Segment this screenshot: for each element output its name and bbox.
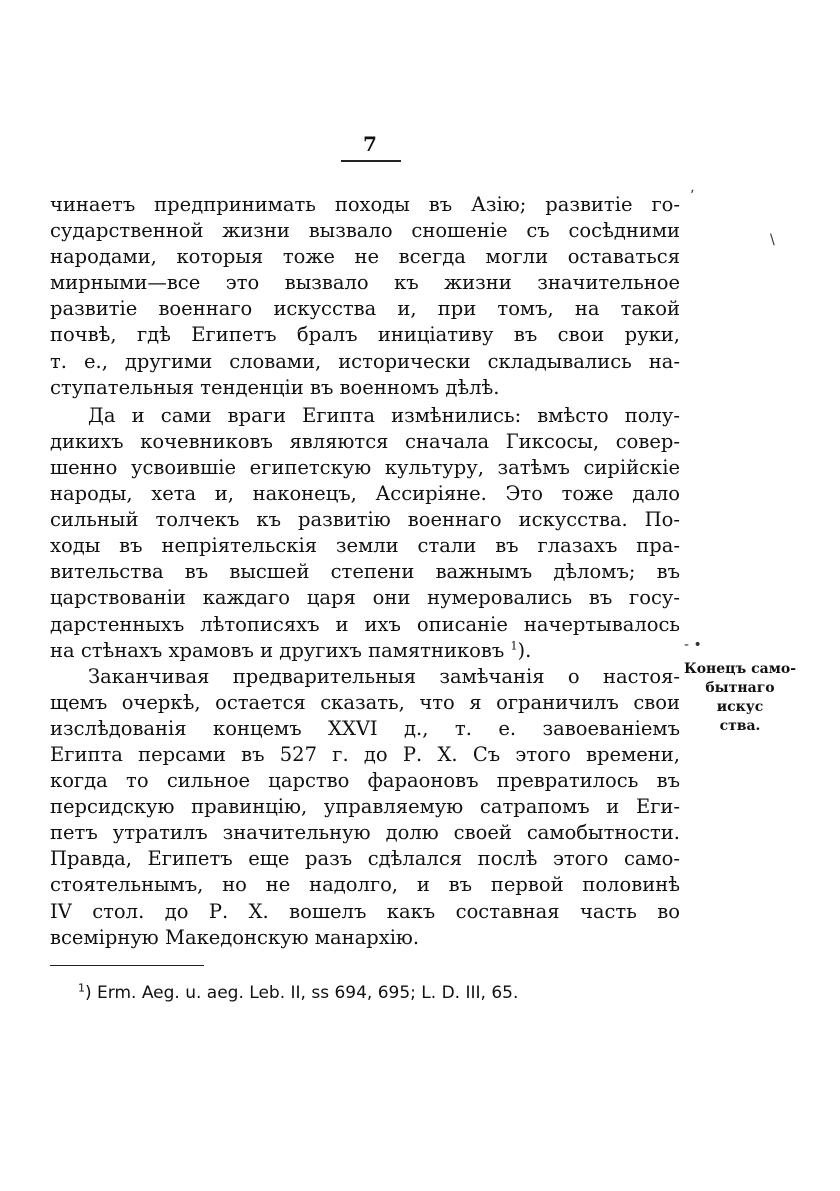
text-line: почвѣ, гдѣ Египетъ бралъ иниціативу въ свои руки,	[50, 323, 680, 347]
text-line: шенно усвоившіе египетскую культуру, затѣмъ сирійскіе	[50, 455, 680, 479]
text-line: петъ утратилъ значительную долю своей самобытности.	[50, 821, 680, 845]
text-line: IV стол. до Р. Х. вошелъ какъ составная часть во	[50, 899, 680, 923]
text-line-with-footnote	[50, 638, 680, 664]
text-line: когда то сильное царство фараоновъ превратилось въ	[50, 769, 680, 793]
line-closing: ).	[517, 638, 532, 662]
text-line: чинаетъ предпринимать походы въ Азію; развитіе го-	[50, 193, 680, 216]
text-line: царствованіи каждаго царя они нумеровались въ госу-	[50, 586, 680, 610]
text-line: Египта персами въ 527 г. до Р. Х. Съ этого времени,	[50, 742, 680, 766]
text-line: Правда, Египетъ еще разъ сдѣлался послѣ этого само-	[50, 847, 680, 871]
text-line: дикихъ кочевниковъ являются сначала Гиксосы, совер-	[50, 429, 680, 453]
text-line: дарстенныхъ лѣтописяхъ и ихъ описаніе начертывалось	[50, 612, 680, 636]
footnote-divider	[50, 965, 204, 966]
text-line: т. е., другими словами, исторически складывались на-	[50, 349, 680, 373]
text-line: народы, хета и, наконецъ, Ассиріяне. Это тоже дало	[50, 482, 680, 506]
text-line: вительства въ высшей степени важнымъ дѣломъ; въ	[50, 560, 680, 584]
text-line: всемірную Македонскую манархію.	[50, 925, 420, 949]
footnote-text: ) Erm. Aeg. u. aeg. Leb. II, ss 694, 695; L. D. III, 65.	[85, 983, 519, 1003]
text-line: Заканчивая предварительныя замѣчанія о настоя-	[88, 664, 680, 688]
paragraph-2	[50, 403, 680, 664]
text-line: мирными—все это вызвало къ жизни значительное	[50, 271, 680, 295]
text-line: народами, которыя тоже не всегда могли оставаться	[50, 245, 680, 269]
text-line: стоятельнымъ, но не надолго, и въ первой половинѣ	[50, 873, 680, 897]
margin-note-line: бытнаго искус	[705, 680, 775, 715]
text-line: ходы въ непріятельскія земли стали въ глазахъ пра-	[50, 534, 680, 558]
text-line: развитіе военнаго искусства и, при томъ, на такой	[50, 297, 680, 321]
paragraph-1	[50, 192, 680, 401]
margin-note-line: ства.	[719, 718, 761, 734]
footnote-marker: 1	[78, 981, 85, 995]
text-line: изслѣдованія концемъ XXVI д., т. е. завоеваніемъ	[50, 716, 680, 740]
paragraph-3	[50, 664, 680, 951]
body-text	[50, 192, 680, 951]
text-line: сильный толчекъ къ развитію военнаго искусства. По-	[50, 508, 680, 532]
text-line: ступательныя тенденціи въ военномъ дѣлѣ.	[50, 375, 500, 399]
margin-note	[680, 660, 800, 736]
text-line: персидскую правинцію, управляемую сатрапомъ и Еги-	[50, 795, 680, 819]
margin-note-line: Конецъ само-	[683, 661, 797, 677]
footnote	[78, 982, 678, 1004]
print-speck: \	[770, 232, 775, 248]
text-line: щемъ очеркѣ, остается сказать, что я ограничилъ свои	[50, 690, 680, 714]
print-speck: - •	[684, 637, 702, 653]
text-line: на стѣнахъ храмовъ и другихъ памятниковъ	[50, 638, 505, 662]
print-speck: ʼ	[690, 188, 695, 204]
text-line: сударственной жизни вызвало сношеніе съ сосѣдними	[50, 219, 680, 243]
footnote-reference: 1	[510, 639, 518, 653]
page-number: 7	[363, 132, 377, 156]
page-number-underline	[341, 160, 401, 162]
text-line: Да и сами враги Египта измѣнились: вмѣсто полу-	[88, 403, 680, 427]
